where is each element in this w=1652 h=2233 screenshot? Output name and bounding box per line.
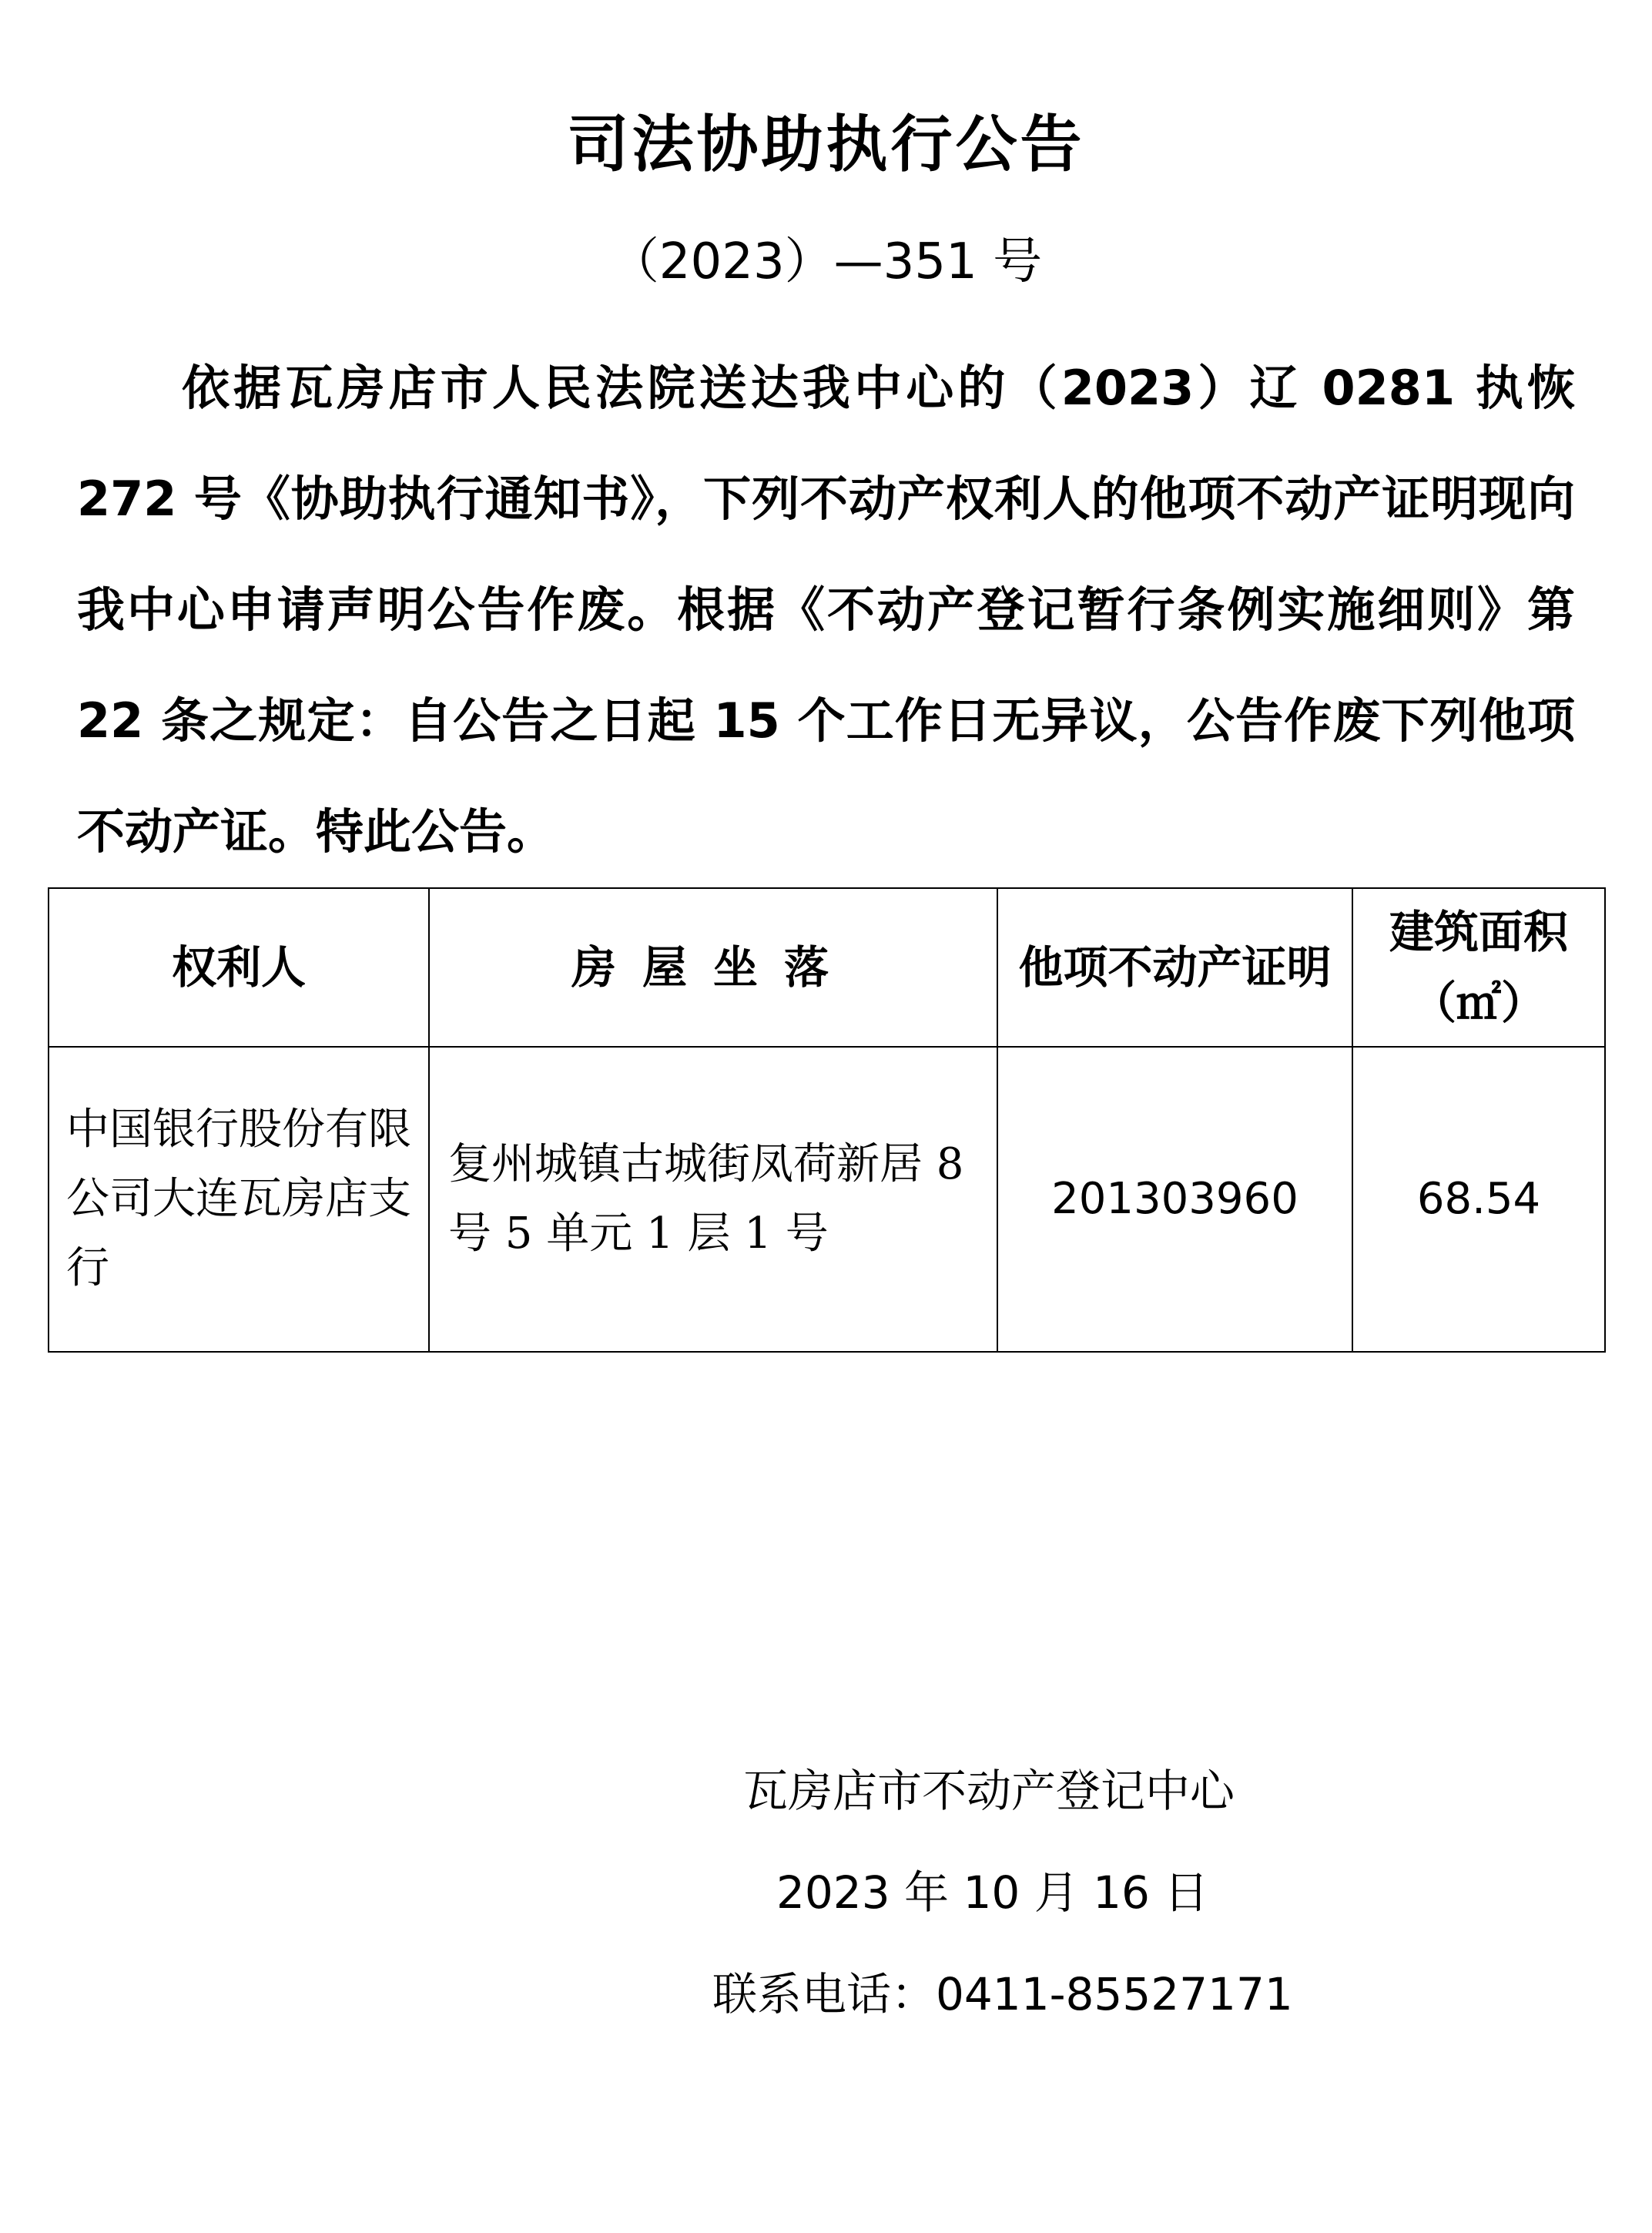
cell-location: 复州城镇古城街凤荷新居 8 号 5 单元 1 层 1 号 bbox=[429, 1047, 997, 1352]
header-owner: 权利人 bbox=[49, 888, 429, 1047]
table-row bbox=[49, 1047, 1605, 1352]
header-location: 房屋坐落 bbox=[429, 888, 997, 1047]
footer-phone: 联系电话：0411-85527171 bbox=[712, 1968, 1293, 2020]
table-header-row bbox=[49, 888, 1605, 1047]
cell-owner: 中国银行股份有限公司大连瓦房店支行 bbox=[49, 1047, 429, 1352]
footer-date: 2023 年 10 月 16 日 bbox=[776, 1866, 1209, 1919]
certificate-table bbox=[48, 887, 1606, 1353]
cell-area: 68.54 bbox=[1352, 1047, 1605, 1352]
cell-certificate: 201303960 bbox=[997, 1047, 1352, 1352]
footer-organization: 瓦房店市不动产登记中心 bbox=[743, 1765, 1235, 1817]
document-number: （2023）—351 号 bbox=[609, 233, 1043, 290]
notice-body-text: 依据瓦房店市人民法院送达我中心的（2023）辽 0281 执恢 272 号《协助执行通知书》，下列不动产权利人的他项不动产证明现向我中心申请声明公告作废。根据《不动产登记暂行条例实施细则》第 22 条之规定：自公告之日起 15 个工作日无异议，公告作废下列他项不动产证。特此公告。 bbox=[77, 360, 1575, 860]
page-title: 司法协助执行公告 bbox=[567, 109, 1085, 180]
header-area: 建筑面积（㎡） bbox=[1352, 888, 1605, 1047]
header-certificate: 他项不动产证明 bbox=[997, 888, 1352, 1047]
